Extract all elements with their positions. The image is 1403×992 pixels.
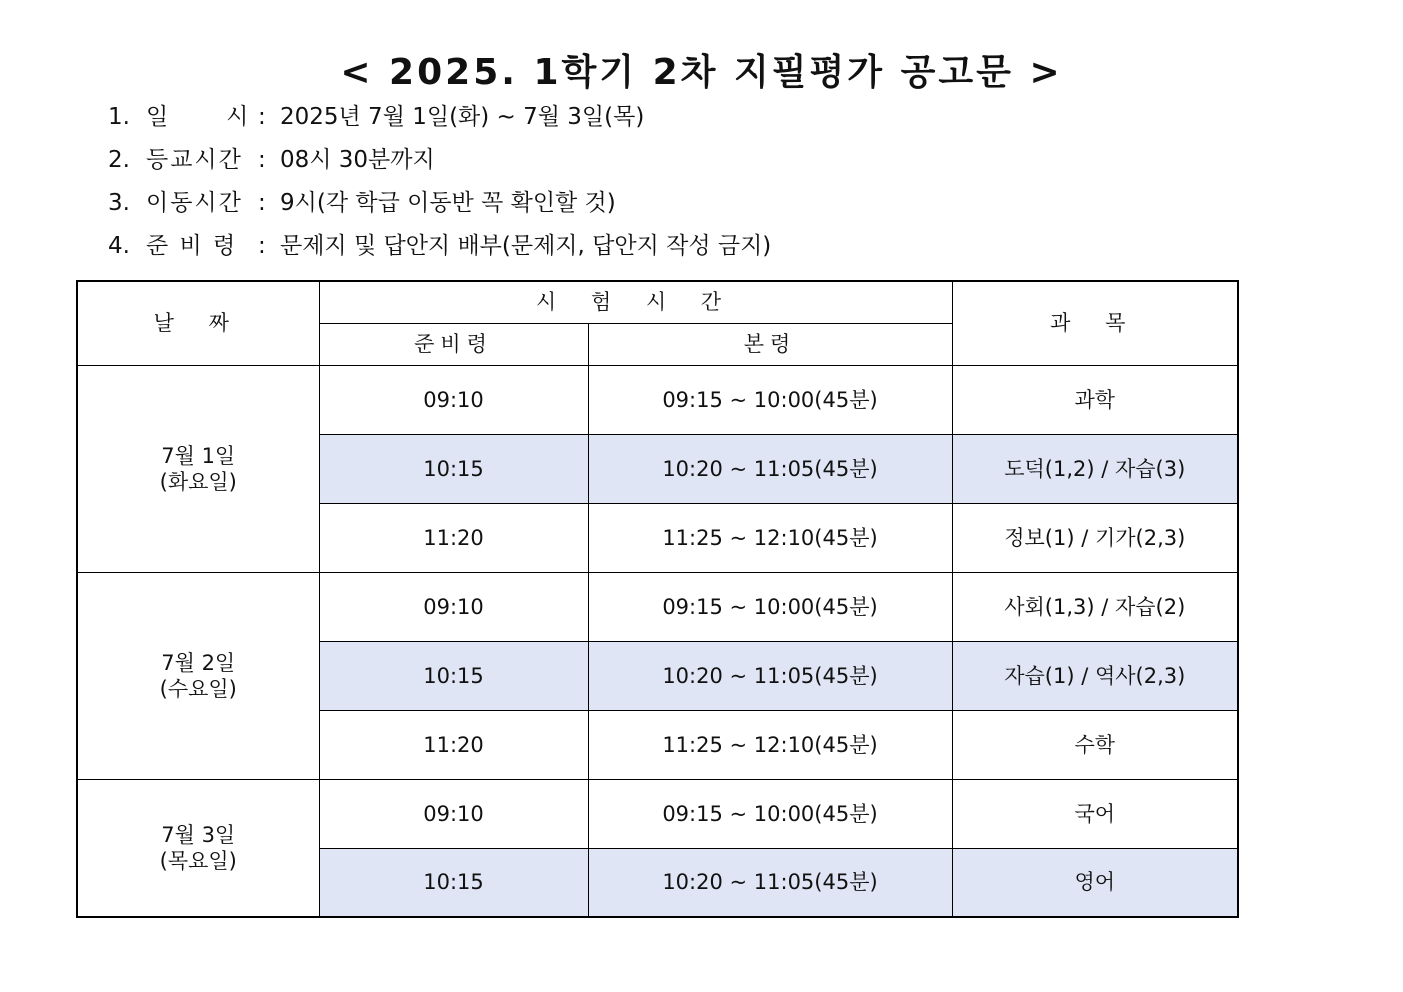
header-date: 날 짜 [77, 281, 319, 365]
info-colon: : [258, 233, 266, 259]
date-label: 7월 2일 [161, 650, 236, 675]
subject: 자습(1) / 역사(2,3) [952, 641, 1238, 710]
main-time: 09:15 ~ 10:00(45분) [588, 365, 952, 434]
info-label: 준 비 령 [146, 233, 238, 259]
prep-time: 09:10 [319, 779, 588, 848]
subject: 영어 [952, 848, 1238, 917]
main-time: 10:20 ~ 11:05(45분) [588, 434, 952, 503]
table-row [77, 779, 1238, 848]
header-subject: 과 목 [952, 281, 1238, 365]
main-time: 11:25 ~ 12:10(45분) [588, 710, 952, 779]
main-time: 10:20 ~ 11:05(45분) [588, 848, 952, 917]
info-line-move [108, 188, 616, 218]
date-cell [77, 779, 319, 917]
main-time: 11:25 ~ 12:10(45분) [588, 503, 952, 572]
subject: 사회(1,3) / 자습(2) [952, 572, 1238, 641]
weekday-label: (수요일) [159, 676, 237, 701]
prep-time: 10:15 [319, 434, 588, 503]
info-number: 3. [108, 190, 130, 216]
info-line-arrival [108, 145, 435, 175]
info-colon: : [258, 104, 266, 130]
main-time: 10:20 ~ 11:05(45분) [588, 641, 952, 710]
info-label: 일 시 [146, 104, 251, 130]
info-label: 등교시간 [146, 147, 243, 173]
info-number: 1. [108, 104, 130, 130]
info-line-prep [108, 231, 771, 261]
subject: 도덕(1,2) / 자습(3) [952, 434, 1238, 503]
info-number: 2. [108, 147, 130, 173]
header-main: 본령 [588, 323, 952, 365]
info-colon: : [258, 147, 266, 173]
table-row [77, 365, 1238, 434]
date-label: 7월 3일 [161, 822, 236, 847]
prep-time: 11:20 [319, 710, 588, 779]
date-cell [77, 365, 319, 572]
header-prep: 준비령 [319, 323, 588, 365]
subject: 국어 [952, 779, 1238, 848]
date-label: 7월 1일 [161, 443, 236, 468]
date-cell [77, 572, 319, 779]
table-row [77, 572, 1238, 641]
info-colon: : [258, 190, 266, 216]
subject: 과학 [952, 365, 1238, 434]
subject: 수학 [952, 710, 1238, 779]
info-label: 이동시간 [146, 190, 243, 216]
info-number: 4. [108, 233, 130, 259]
header-exam-time: 시 험 시 간 [319, 281, 952, 323]
prep-time: 10:15 [319, 641, 588, 710]
page-title: < 2025. 1학기 2차 지필평가 공고문 > [340, 52, 1063, 93]
exam-schedule-table [76, 280, 1239, 918]
subject: 정보(1) / 기가(2,3) [952, 503, 1238, 572]
prep-time: 11:20 [319, 503, 588, 572]
info-value: 9시(각 학급 이동반 꼭 확인할 것) [280, 190, 616, 216]
info-value: 2025년 7월 1일(화) ~ 7월 3일(목) [280, 104, 645, 130]
main-time: 09:15 ~ 10:00(45분) [588, 572, 952, 641]
weekday-label: (화요일) [159, 469, 237, 494]
prep-time: 10:15 [319, 848, 588, 917]
info-value: 문제지 및 답안지 배부(문제지, 답안지 작성 금지) [280, 233, 772, 259]
info-value: 08시 30분까지 [280, 147, 435, 173]
info-line-schedule [108, 102, 644, 132]
main-time: 09:15 ~ 10:00(45분) [588, 779, 952, 848]
prep-time: 09:10 [319, 572, 588, 641]
weekday-label: (목요일) [159, 848, 237, 873]
prep-time: 09:10 [319, 365, 588, 434]
